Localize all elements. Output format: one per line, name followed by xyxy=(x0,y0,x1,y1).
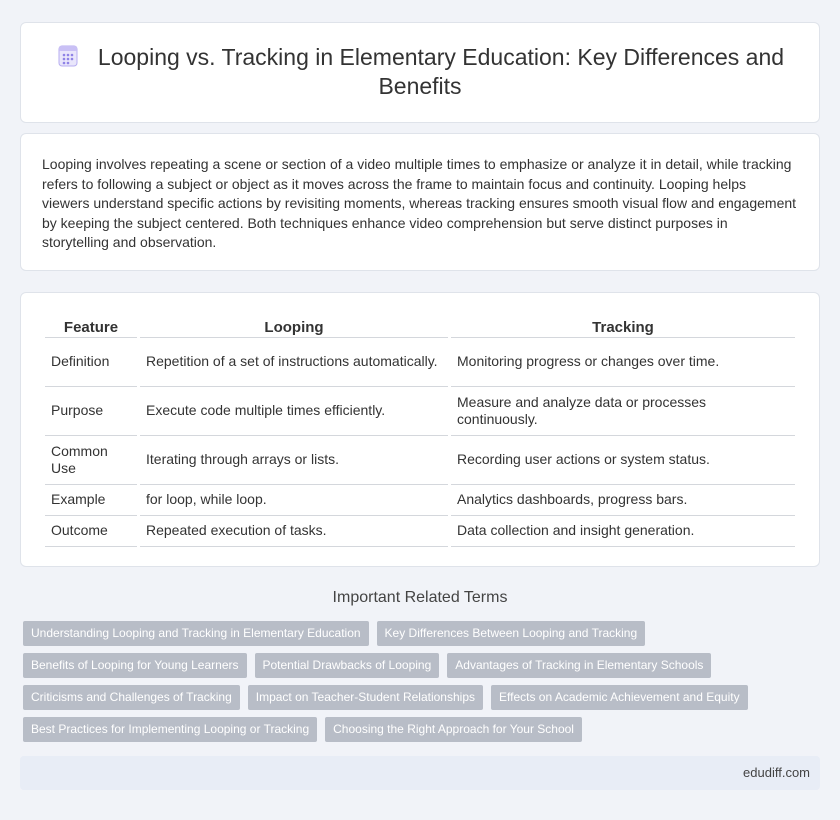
related-tag[interactable]: Advantages of Tracking in Elementary Schools xyxy=(447,653,711,678)
related-tag[interactable]: Potential Drawbacks of Looping xyxy=(255,653,440,678)
related-tag[interactable]: Criticisms and Challenges of Tracking xyxy=(23,685,240,710)
description-card xyxy=(20,133,820,271)
page-title: Looping vs. Tracking in Elementary Education: Key Differences and Benefits xyxy=(97,44,785,99)
header-tracking: Tracking xyxy=(451,315,795,338)
title-card xyxy=(20,22,820,123)
related-tags-row xyxy=(23,653,711,678)
row-tracking: Analytics dashboards, progress bars. xyxy=(451,485,795,516)
related-tags-row xyxy=(23,685,748,710)
footer xyxy=(20,756,820,790)
row-feature: Definition xyxy=(45,338,137,387)
row-tracking: Monitoring progress or changes over time. xyxy=(451,338,795,387)
table-row xyxy=(45,516,795,547)
header-looping: Looping xyxy=(140,315,448,338)
page-title-wrap xyxy=(21,43,819,101)
row-looping: Execute code multiple times efficiently. xyxy=(140,387,448,436)
row-feature: Common Use xyxy=(45,436,137,485)
row-feature: Purpose xyxy=(45,387,137,436)
description-text: Looping involves repeating a scene or section of a video multiple times to emphasize or analyze it in detail, while tracking refers to following a subject or object as it moves across the frame to maintain focus and continuity. Looping helps viewers understand specific actions by revisiting moments, whereas tracking ensures smooth visual flow and engagement by keeping the subject centered. Both techniques enhance video comprehension but serve distinct purposes in storytelling and observation. xyxy=(42,156,797,251)
table-row xyxy=(45,338,795,387)
table-header-row xyxy=(45,315,795,338)
related-tag[interactable]: Best Practices for Implementing Looping or Tracking xyxy=(23,717,317,742)
related-tag[interactable]: Understanding Looping and Tracking in Elementary Education xyxy=(23,621,369,646)
row-looping: Iterating through arrays or lists. xyxy=(140,436,448,485)
row-tracking: Recording user actions or system status. xyxy=(451,436,795,485)
table-row xyxy=(45,387,795,436)
footer-brand-link[interactable]: edudiff.com xyxy=(743,765,810,780)
related-tags-row xyxy=(23,717,582,742)
comparison-table xyxy=(42,315,798,547)
comparison-table-card xyxy=(20,292,820,567)
related-tag[interactable]: Choosing the Right Approach for Your School xyxy=(325,717,582,742)
row-looping: Repetition of a set of instructions automatically. xyxy=(140,338,448,387)
related-terms-title: Important Related Terms xyxy=(332,589,508,606)
header-feature: Feature xyxy=(45,315,137,338)
table-row xyxy=(45,485,795,516)
related-tag[interactable]: Impact on Teacher-Student Relationships xyxy=(248,685,483,710)
row-tracking: Measure and analyze data or processes continuously. xyxy=(451,387,795,436)
row-tracking: Data collection and insight generation. xyxy=(451,516,795,547)
related-tags-row xyxy=(23,621,645,646)
related-tag[interactable]: Effects on Academic Achievement and Equity xyxy=(491,685,748,710)
row-feature: Outcome xyxy=(45,516,137,547)
related-tag[interactable]: Key Differences Between Looping and Tracking xyxy=(377,621,646,646)
row-feature: Example xyxy=(45,485,137,516)
document-icon xyxy=(56,44,80,68)
table-row xyxy=(45,436,795,485)
row-looping: for loop, while loop. xyxy=(140,485,448,516)
related-tag[interactable]: Benefits of Looping for Young Learners xyxy=(23,653,247,678)
row-looping: Repeated execution of tasks. xyxy=(140,516,448,547)
